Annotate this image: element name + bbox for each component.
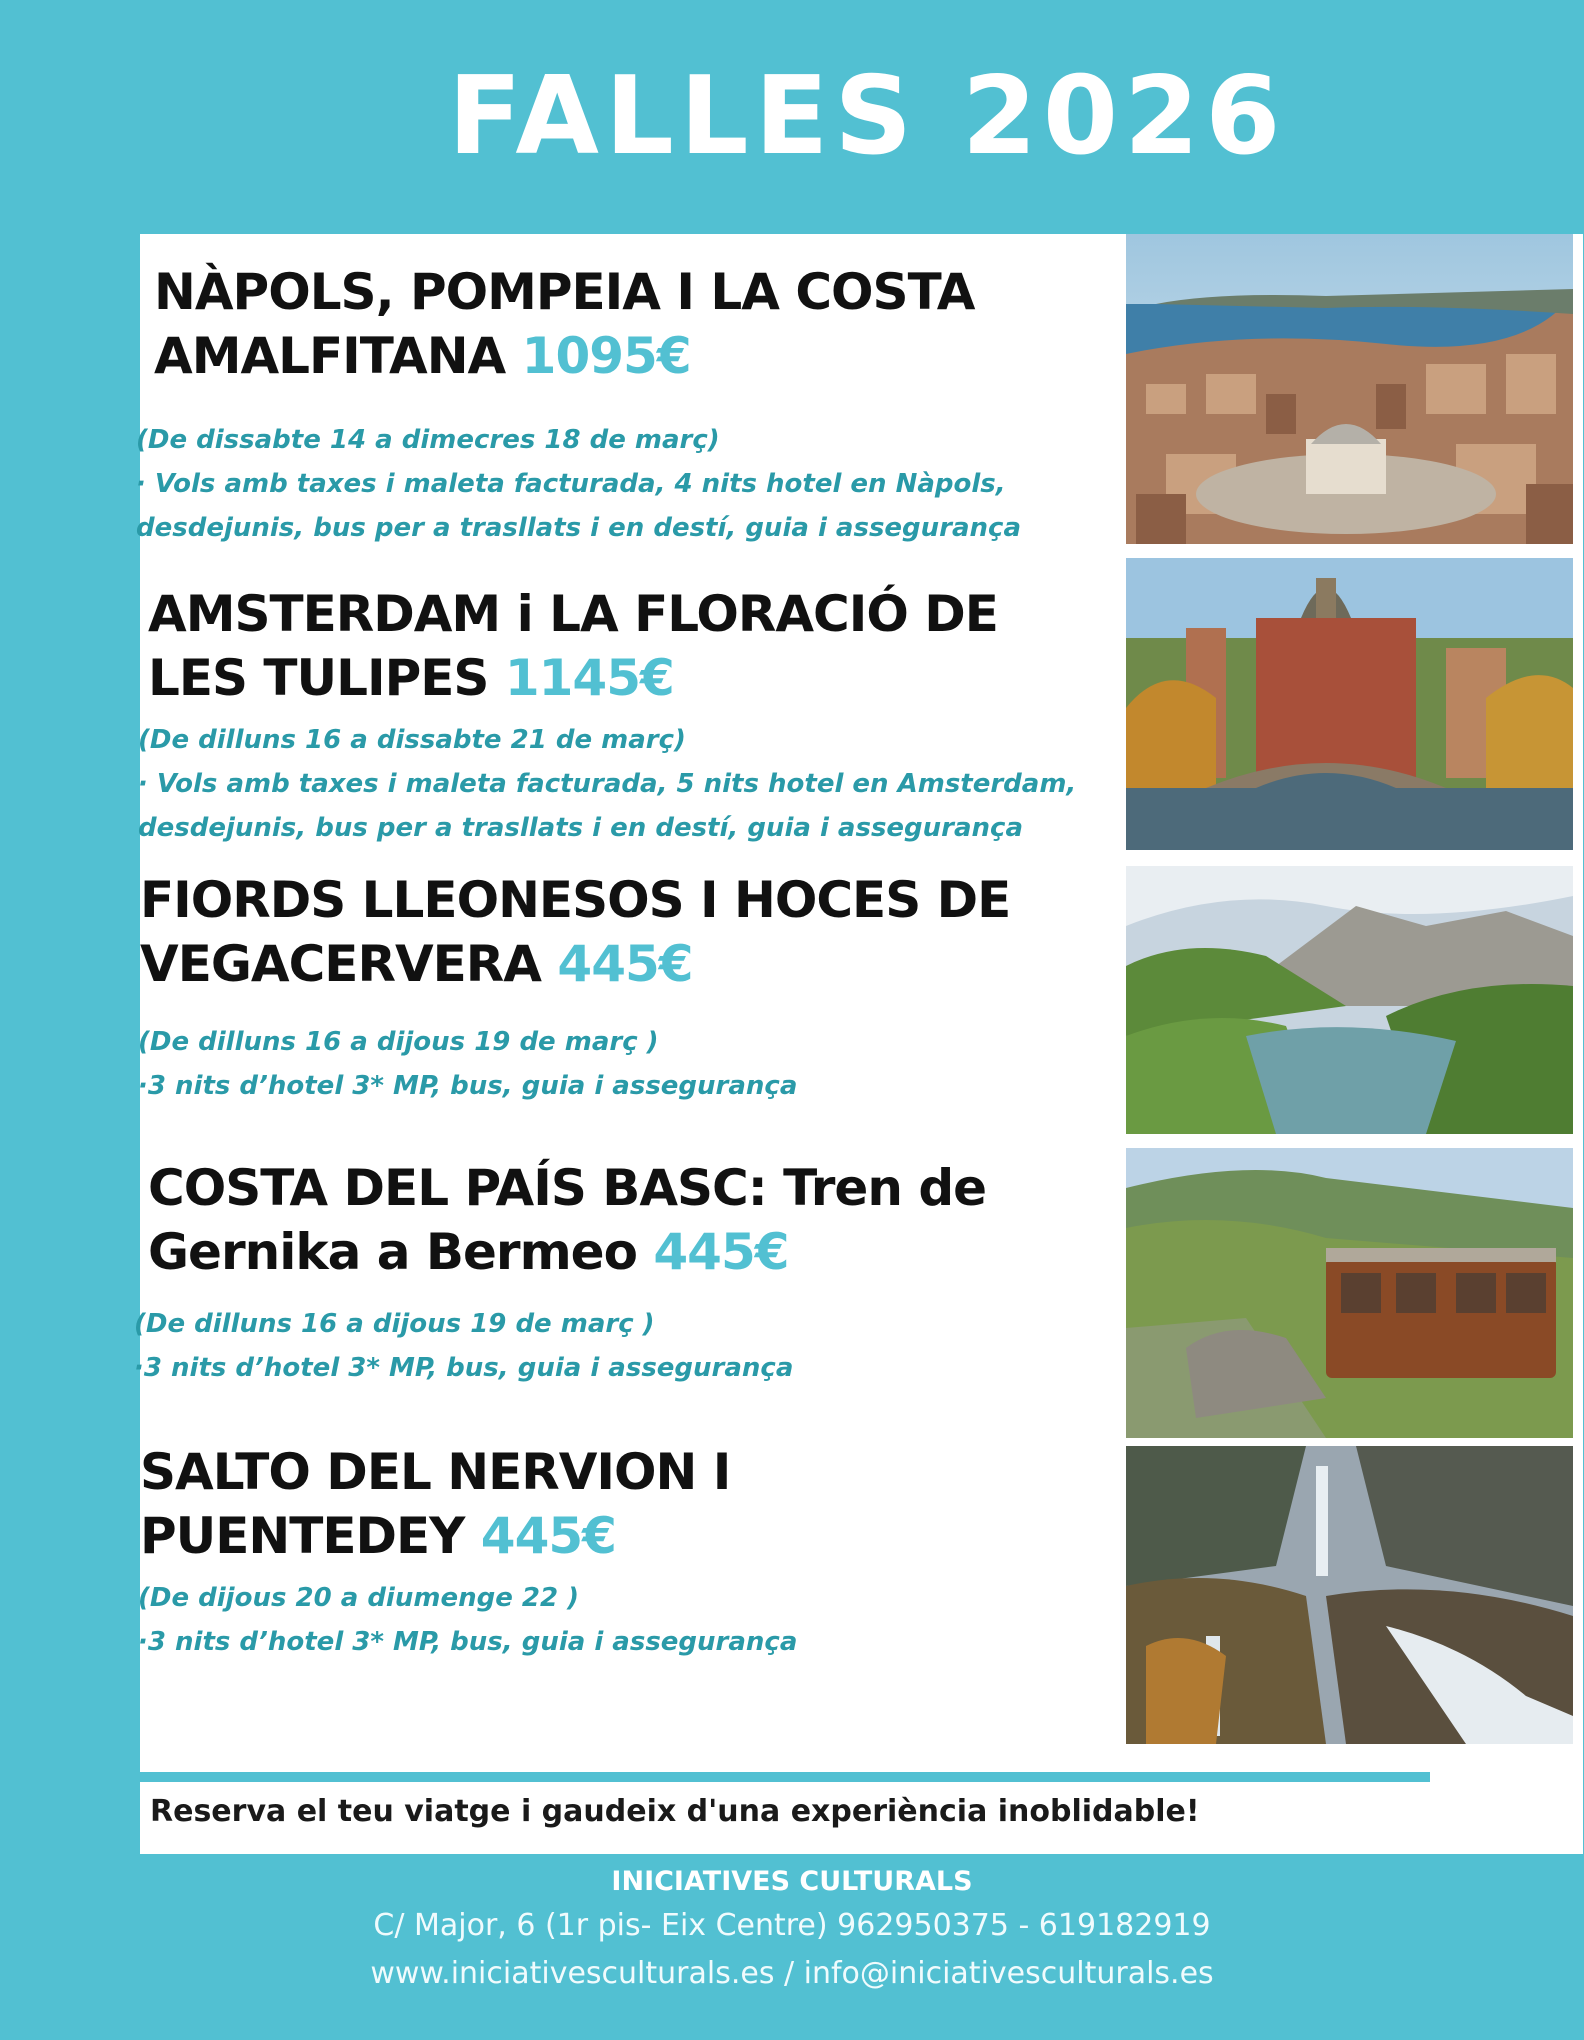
trip-detail-line: desdejunis, bus per a trasllats i en destí, guia i assegurança — [136, 513, 1022, 543]
address-phone: C/ Major, 6 (1r pis- Eix Centre) 962950375 - 619182919 — [373, 1908, 1211, 1943]
trip-dates: (De dijous 20 a diumenge 22 ) — [138, 1583, 579, 1613]
trip-price: 1145€ — [504, 649, 674, 707]
trip-title-line: AMSTERDAM i LA FLORACIÓ DE — [148, 585, 998, 643]
trip-title-line: FIORDS LLEONESOS I HOCES DE — [140, 871, 1011, 929]
naples-city-photo — [1126, 234, 1573, 544]
trip-title — [148, 582, 998, 710]
trip-title — [148, 1156, 986, 1284]
page-title: FALLES 2026 — [448, 54, 1287, 179]
trip-title — [140, 1440, 730, 1568]
leon-fjord-photo — [1126, 866, 1573, 1134]
trip-detail-line: · Vols amb taxes i maleta facturada, 4 nits hotel en Nàpols, — [136, 469, 1006, 499]
trip-title-line: LES TULIPES — [148, 649, 489, 707]
trip-price: 445€ — [480, 1507, 616, 1565]
tagline: Reserva el teu viatge i gaudeix d'una experiència inoblidable! — [150, 1794, 1200, 1829]
organization-name: INICIATIVES CULTURALS — [611, 1866, 973, 1897]
waterfall-photo — [1126, 1446, 1573, 1744]
footer — [0, 1862, 1584, 1998]
basque-train-photo — [1126, 1148, 1573, 1438]
website-email: www.iniciativesculturals.es / info@iniciativesculturals.es — [370, 1956, 1214, 1991]
trip-title-line: AMALFITANA — [154, 327, 506, 385]
amsterdam-canal-photo — [1126, 558, 1573, 850]
trip-dates: (De dissabte 14 a dimecres 18 de març) — [136, 425, 720, 455]
trip-price: 1095€ — [521, 327, 691, 385]
trip-dates: (De dilluns 16 a dijous 19 de març ) — [138, 1027, 659, 1057]
trip-dates: (De dilluns 16 a dissabte 21 de març) — [138, 725, 686, 755]
trip-price: 445€ — [653, 1223, 789, 1281]
divider — [140, 1772, 1430, 1782]
trip-details — [138, 718, 1076, 850]
trip-details — [136, 418, 1021, 550]
trip-title — [154, 260, 974, 388]
trip-title-line: COSTA DEL PAÍS BASC: Tren de — [148, 1159, 987, 1217]
trip-detail-line: desdejunis, bus per a trasllats i en destí, guia i assegurança — [138, 813, 1024, 843]
trip-title — [140, 868, 1010, 996]
trip-title-line: NÀPOLS, POMPEIA I LA COSTA — [154, 263, 975, 321]
trip-details — [138, 1576, 797, 1664]
trip-title-line: PUENTEDEY — [140, 1507, 465, 1565]
trip-details — [134, 1302, 793, 1390]
trip-detail-line: ·3 nits d’hotel 3* MP, bus, guia i assegurança — [134, 1353, 794, 1383]
trip-title-line: VEGACERVERA — [140, 935, 541, 993]
trip-price: 445€ — [557, 935, 693, 993]
trip-details — [138, 1020, 797, 1108]
trip-title-line: Gernika a Bermeo — [148, 1223, 637, 1281]
trip-detail-line: ·3 nits d’hotel 3* MP, bus, guia i assegurança — [138, 1627, 798, 1657]
trip-dates: (De dilluns 16 a dijous 19 de març ) — [134, 1309, 655, 1339]
trip-detail-line: · Vols amb taxes i maleta facturada, 5 nits hotel en Amsterdam, — [138, 769, 1077, 799]
trip-detail-line: ·3 nits d’hotel 3* MP, bus, guia i assegurança — [138, 1071, 798, 1101]
trip-title-line: SALTO DEL NERVION I — [140, 1443, 731, 1501]
